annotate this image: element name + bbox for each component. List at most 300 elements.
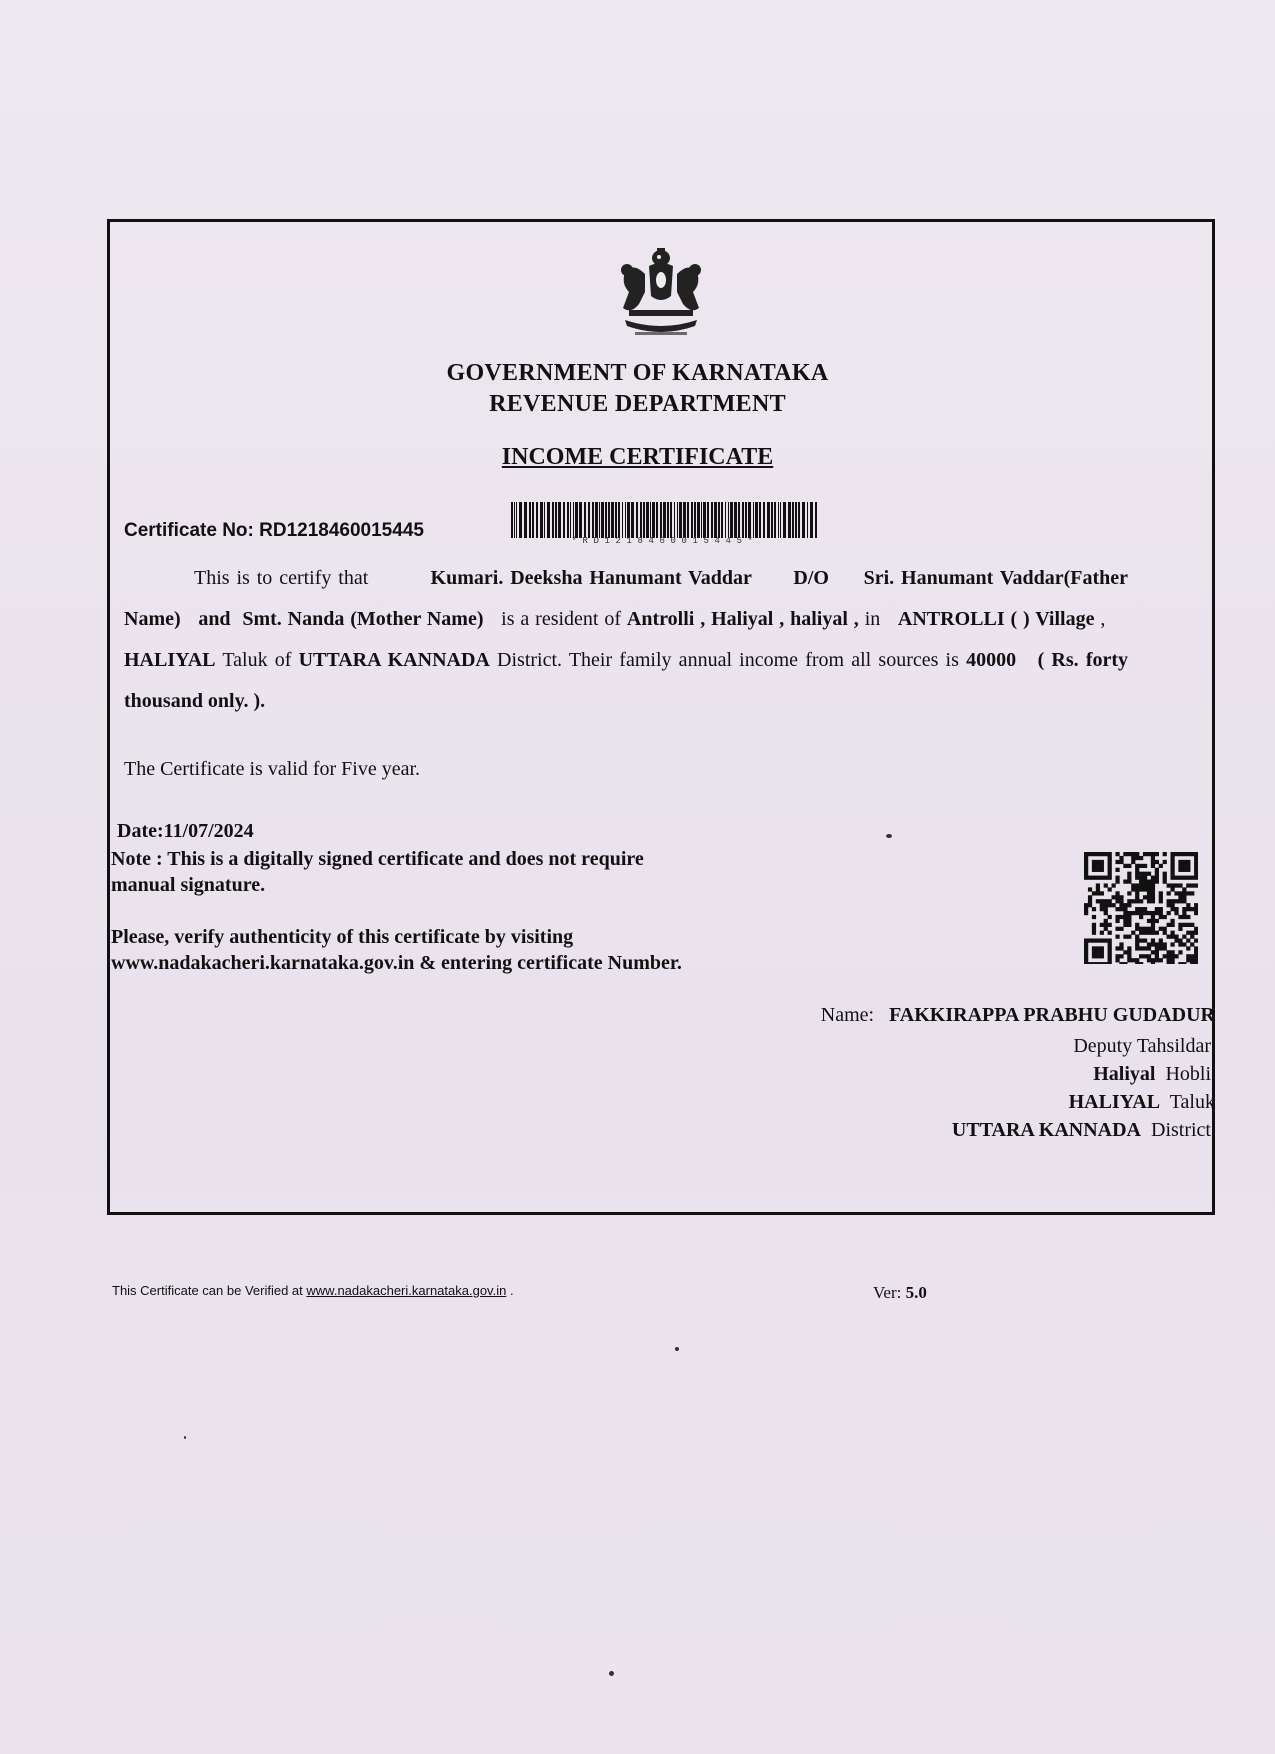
qr-module xyxy=(1092,950,1096,954)
qr-module xyxy=(1190,962,1194,964)
barcode-bar xyxy=(687,502,689,538)
qr-module xyxy=(1092,946,1096,950)
qr-module xyxy=(1155,931,1159,935)
qr-module xyxy=(1147,899,1151,903)
qr-module xyxy=(1186,907,1190,911)
qr-module xyxy=(1108,868,1112,872)
qr-module xyxy=(1182,942,1186,946)
qr-module xyxy=(1151,852,1155,856)
qr-module xyxy=(1186,954,1190,958)
mother-name: Smt. Nanda (Mother Name) xyxy=(242,608,484,630)
qr-module xyxy=(1163,915,1167,919)
qr-module xyxy=(1194,907,1198,911)
barcode-bar xyxy=(656,502,658,538)
qr-module xyxy=(1151,927,1155,931)
qr-module xyxy=(1135,868,1139,872)
qr-module xyxy=(1084,911,1088,915)
barcode-bar xyxy=(783,502,786,538)
qr-module xyxy=(1186,868,1190,872)
barcode-bar xyxy=(738,502,740,538)
qr-module xyxy=(1186,852,1190,856)
qr-module xyxy=(1147,883,1151,887)
qr-module xyxy=(1178,895,1182,899)
barcode-bar xyxy=(595,502,598,538)
qr-module xyxy=(1159,938,1163,942)
qr-module xyxy=(1127,911,1131,915)
qr-module xyxy=(1096,891,1100,895)
qr-module xyxy=(1092,852,1096,856)
qr-module xyxy=(1100,868,1104,872)
qr-module xyxy=(1167,958,1171,962)
barcode-bar xyxy=(792,502,794,538)
qr-module xyxy=(1135,872,1139,876)
qr-module xyxy=(1084,954,1088,958)
qr-module xyxy=(1127,891,1131,895)
qr-module xyxy=(1139,954,1143,958)
qr-module xyxy=(1174,907,1178,911)
footer-version xyxy=(873,1283,927,1303)
qr-module xyxy=(1092,860,1096,864)
qr-module xyxy=(1123,864,1127,868)
qr-module xyxy=(1108,923,1112,927)
qr-module xyxy=(1127,903,1131,907)
qr-module xyxy=(1143,927,1147,931)
qr-module xyxy=(1151,923,1155,927)
qr-module xyxy=(1143,880,1147,884)
qr-module xyxy=(1092,891,1096,895)
qr-module xyxy=(1194,946,1198,950)
barcode-bar xyxy=(615,502,617,538)
qr-module xyxy=(1147,852,1151,856)
barcode-bar xyxy=(767,502,770,538)
qr-module xyxy=(1151,856,1155,860)
qr-module xyxy=(1088,852,1092,856)
qr-module xyxy=(1194,903,1198,907)
qr-module xyxy=(1194,876,1198,880)
qr-module xyxy=(1178,876,1182,880)
barcode-bar xyxy=(745,502,747,538)
barcode-bar xyxy=(778,502,779,538)
qr-module xyxy=(1108,887,1112,891)
qr-module xyxy=(1167,950,1171,954)
qr-module xyxy=(1182,907,1186,911)
qr-module xyxy=(1147,911,1151,915)
qr-module xyxy=(1115,946,1119,950)
qr-module xyxy=(1194,931,1198,935)
qr-module xyxy=(1084,962,1088,964)
qr-module xyxy=(1178,950,1182,954)
signatory-taluk xyxy=(1069,1091,1215,1114)
qr-module xyxy=(1170,962,1174,964)
signatory-name-line xyxy=(821,1004,1215,1027)
qr-module xyxy=(1151,880,1155,884)
barcode-bar xyxy=(753,502,754,538)
qr-module xyxy=(1182,923,1186,927)
barcode-bar xyxy=(536,502,538,538)
qr-module xyxy=(1115,868,1119,872)
qr-module xyxy=(1155,860,1159,864)
qr-module xyxy=(1186,876,1190,880)
qr-module xyxy=(1104,907,1108,911)
qr-module xyxy=(1119,915,1123,919)
qr-module xyxy=(1135,958,1139,962)
qr-module xyxy=(1139,883,1143,887)
qr-module xyxy=(1104,923,1108,927)
qr-module xyxy=(1190,958,1194,962)
qr-module xyxy=(1100,954,1104,958)
qr-module xyxy=(1167,903,1171,907)
qr-module xyxy=(1170,899,1174,903)
qr-module xyxy=(1135,899,1139,903)
qr-module xyxy=(1143,946,1147,950)
qr-module xyxy=(1092,864,1096,868)
barcode-bar xyxy=(707,502,709,538)
qr-module xyxy=(1151,950,1155,954)
footer-verify-link[interactable]: www.nadakacheri.karnataka.gov.in xyxy=(306,1283,507,1298)
qr-module xyxy=(1139,872,1143,876)
barcode-bar xyxy=(544,502,545,538)
qr-module xyxy=(1100,907,1104,911)
qr-module xyxy=(1163,876,1167,880)
qr-module xyxy=(1163,931,1167,935)
qr-module xyxy=(1127,864,1131,868)
qr-module xyxy=(1194,950,1198,954)
qr-module xyxy=(1104,852,1108,856)
qr-module xyxy=(1143,883,1147,887)
qr-module xyxy=(1108,872,1112,876)
qr-module xyxy=(1108,942,1112,946)
qr-module xyxy=(1143,852,1147,856)
qr-module xyxy=(1155,872,1159,876)
government-heading: GOVERNMENT OF KARNATAKA xyxy=(446,360,829,386)
taluk-label: Taluk xyxy=(1169,1091,1215,1113)
qr-module xyxy=(1092,876,1096,880)
qr-module xyxy=(1084,946,1088,950)
barcode-bar xyxy=(802,502,805,538)
qr-module xyxy=(1143,911,1147,915)
qr-module xyxy=(1123,919,1127,923)
barcode-bar xyxy=(780,502,781,538)
qr-module xyxy=(1139,907,1143,911)
district: UTTARA KANNADA xyxy=(298,649,490,671)
barcode-bar xyxy=(643,502,645,538)
qr-module xyxy=(1135,856,1139,860)
qr-module xyxy=(1182,860,1186,864)
barcode-caption: *RD1218460015445* xyxy=(571,536,759,546)
certificate-body: This is to certify that Kumari. Deeksha Hanumant Vaddar D/O Sri. Hanumant Vaddar(Father Name) and Smt. Nanda (Mother Name) is a resident of Antrolli , Haliyal , haliyal , in ANTROLLI ( ) Village , HALIYAL Taluk of UTTARA KANNADA District. Their family annual income from all sources is 40000 ( Rs. forty thousand only. ). xyxy=(124,567,1129,712)
qr-module xyxy=(1194,911,1198,915)
qr-module xyxy=(1131,899,1135,903)
qr-module xyxy=(1163,860,1167,864)
qr-module xyxy=(1115,876,1119,880)
barcode-bar xyxy=(683,502,686,538)
barcode-bar xyxy=(774,502,776,538)
qr-module xyxy=(1178,868,1182,872)
qr-module xyxy=(1131,856,1135,860)
qr-module xyxy=(1143,887,1147,891)
signatory-name: FAKKIRAPPA PRABHU GUDADUR xyxy=(889,1004,1215,1026)
qr-module xyxy=(1127,852,1131,856)
qr-module xyxy=(1151,883,1155,887)
qr-module xyxy=(1104,899,1108,903)
qr-module xyxy=(1131,852,1135,856)
qr-module xyxy=(1084,860,1088,864)
qr-module xyxy=(1131,887,1135,891)
barcode-bar xyxy=(660,502,662,538)
qr-module xyxy=(1127,946,1131,950)
qr-module xyxy=(1112,883,1116,887)
qr-module xyxy=(1178,923,1182,927)
relation: D/O xyxy=(793,567,829,589)
qr-module xyxy=(1088,903,1092,907)
qr-module xyxy=(1178,938,1182,942)
barcode-bar xyxy=(650,502,651,538)
qr-module xyxy=(1123,907,1127,911)
qr-module xyxy=(1182,876,1186,880)
version-number: 5.0 xyxy=(905,1283,927,1302)
qr-module xyxy=(1178,915,1182,919)
qr-module xyxy=(1143,907,1147,911)
qr-module xyxy=(1135,946,1139,950)
qr-module xyxy=(1155,852,1159,856)
qr-module xyxy=(1186,938,1190,942)
qr-module xyxy=(1186,891,1190,895)
qr-module xyxy=(1088,899,1092,903)
qr-module xyxy=(1159,946,1163,950)
qr-module xyxy=(1084,864,1088,868)
qr-module xyxy=(1104,927,1108,931)
qr-module xyxy=(1104,883,1108,887)
barcode-bar xyxy=(573,502,574,538)
qr-module xyxy=(1100,938,1104,942)
qr-module xyxy=(1139,946,1143,950)
qr-module xyxy=(1092,915,1096,919)
father-name: Sri. Hanumant Vaddar(Father Name) xyxy=(124,567,1128,630)
barcode-bar xyxy=(622,502,623,538)
scan-speck xyxy=(184,1436,186,1439)
qr-module xyxy=(1123,915,1127,919)
qr-module xyxy=(1135,962,1139,964)
qr-module xyxy=(1104,876,1108,880)
qr-module xyxy=(1186,903,1190,907)
qr-module xyxy=(1123,911,1127,915)
qr-module xyxy=(1100,923,1104,927)
qr-module xyxy=(1092,954,1096,958)
barcode-bar xyxy=(605,502,607,538)
qr-module xyxy=(1170,907,1174,911)
qr-module xyxy=(1135,887,1139,891)
qr-module xyxy=(1170,954,1174,958)
barcode-bar xyxy=(611,502,614,538)
qr-module xyxy=(1100,946,1104,950)
qr-module xyxy=(1151,887,1155,891)
barcode-bar xyxy=(694,502,696,538)
scan-speck xyxy=(675,1347,679,1351)
qr-module xyxy=(1159,895,1163,899)
barcode-bar xyxy=(625,502,626,538)
qr-module xyxy=(1194,852,1198,856)
barcode-bar xyxy=(703,502,706,538)
qr-module xyxy=(1178,962,1182,964)
qr-module xyxy=(1108,950,1112,954)
barcode-bar xyxy=(714,502,717,538)
qr-module xyxy=(1186,864,1190,868)
hobli-label: Hobli xyxy=(1165,1063,1211,1085)
qr-module xyxy=(1174,852,1178,856)
qr-module xyxy=(1104,938,1108,942)
qr-module xyxy=(1139,899,1143,903)
qr-module xyxy=(1096,899,1100,903)
qr-module xyxy=(1104,903,1108,907)
qr-module xyxy=(1143,931,1147,935)
qr-module xyxy=(1108,856,1112,860)
qr-module xyxy=(1127,872,1131,876)
qr-module xyxy=(1163,872,1167,876)
qr-module xyxy=(1147,880,1151,884)
qr-module xyxy=(1147,872,1151,876)
qr-module xyxy=(1115,895,1119,899)
barcode-bar xyxy=(725,502,726,538)
barcode-bar xyxy=(529,502,531,538)
barcode-bar xyxy=(670,502,672,538)
qr-module xyxy=(1088,895,1092,899)
qr-module xyxy=(1170,860,1174,864)
qr-module xyxy=(1115,899,1119,903)
income-amount: 40000 xyxy=(966,649,1017,671)
verify-instructions: Please, verify authenticity of this certificate by visiting www.nadakacheri.karnataka.gov.in & entering certificate Number. xyxy=(111,926,682,974)
qr-module xyxy=(1123,950,1127,954)
qr-module xyxy=(1194,954,1198,958)
qr-module xyxy=(1147,919,1151,923)
qr-module xyxy=(1119,860,1123,864)
qr-module xyxy=(1147,887,1151,891)
qr-module xyxy=(1104,919,1108,923)
qr-module xyxy=(1170,876,1174,880)
qr-module xyxy=(1151,962,1155,964)
barcode-bar xyxy=(599,502,600,538)
barcode-bar xyxy=(759,502,761,538)
qr-module xyxy=(1147,895,1151,899)
qr-module xyxy=(1174,935,1178,939)
district-text: District. Their family annual income from all sources is xyxy=(497,649,959,671)
barcode-bar xyxy=(742,502,744,538)
qr-module xyxy=(1131,931,1135,935)
qr-module xyxy=(1174,876,1178,880)
qr-module xyxy=(1147,931,1151,935)
district-name: UTTARA KANNADA xyxy=(951,1119,1141,1141)
qr-module xyxy=(1084,856,1088,860)
qr-module xyxy=(1084,942,1088,946)
signatory-name-label: Name: xyxy=(820,1004,875,1026)
resident-text: is a resident of xyxy=(501,608,622,630)
barcode-bar xyxy=(627,502,630,538)
qr-module xyxy=(1190,852,1194,856)
qr-module xyxy=(1143,876,1147,880)
barcode-bar xyxy=(788,502,791,538)
qr-module xyxy=(1115,935,1119,939)
qr-module xyxy=(1155,958,1159,962)
signatory-district xyxy=(952,1119,1211,1142)
qr-module xyxy=(1178,883,1182,887)
qr-module xyxy=(1151,891,1155,895)
qr-module xyxy=(1178,864,1182,868)
address: Antrolli , Haliyal , haliyal , xyxy=(626,608,859,630)
barcode-bar xyxy=(755,502,758,538)
barcode-bar xyxy=(640,502,642,538)
qr-module xyxy=(1135,852,1139,856)
qr-module xyxy=(1178,899,1182,903)
qr-module xyxy=(1174,954,1178,958)
qr-module xyxy=(1170,935,1174,939)
barcode-bar xyxy=(618,502,620,538)
qr-module xyxy=(1100,962,1104,964)
qr-module xyxy=(1178,927,1182,931)
qr-module xyxy=(1108,915,1112,919)
digital-signature-note: Note : This is a digitally signed certificate and does not require manual signature. xyxy=(111,848,644,896)
qr-module xyxy=(1182,852,1186,856)
qr-module xyxy=(1174,883,1178,887)
barcode-bar xyxy=(631,502,634,538)
applicant-name: Kumari. Deeksha Hanumant Vaddar xyxy=(430,567,752,589)
qr-module xyxy=(1115,927,1119,931)
qr-module xyxy=(1135,907,1139,911)
qr-module xyxy=(1174,938,1178,942)
qr-module xyxy=(1170,958,1174,962)
qr-module xyxy=(1100,903,1104,907)
signatory-designation: Deputy Tahsildar xyxy=(1073,1035,1211,1057)
qr-module xyxy=(1127,935,1131,939)
qr-module xyxy=(1084,872,1088,876)
qr-module xyxy=(1127,876,1131,880)
footer-verify-end: . xyxy=(509,1283,514,1298)
qr-module xyxy=(1186,883,1190,887)
footer-verify-line xyxy=(112,1283,514,1298)
barcode-bar xyxy=(663,502,666,538)
qr-module xyxy=(1100,860,1104,864)
qr-module xyxy=(1186,915,1190,919)
barcode-bar xyxy=(558,502,561,538)
qr-module xyxy=(1170,950,1174,954)
qr-module xyxy=(1194,883,1198,887)
qr-module xyxy=(1139,962,1143,964)
barcode-bar xyxy=(608,502,610,538)
barcode-bar xyxy=(701,502,702,538)
qr-module xyxy=(1084,868,1088,872)
qr-module xyxy=(1186,931,1190,935)
validity-text: The Certificate is valid for Five year. xyxy=(124,758,421,780)
qr-module xyxy=(1151,895,1155,899)
barcode-bar xyxy=(679,502,682,538)
barcode-bar xyxy=(674,502,675,538)
barcode-bar xyxy=(691,502,693,538)
qr-module xyxy=(1170,883,1174,887)
barcode-bar xyxy=(555,502,557,538)
qr-module xyxy=(1170,856,1174,860)
barcode-bar xyxy=(810,502,813,538)
qr-module xyxy=(1151,860,1155,864)
qr-module xyxy=(1123,962,1127,964)
qr-module xyxy=(1108,860,1112,864)
qr-module xyxy=(1178,942,1182,946)
qr-module xyxy=(1127,899,1131,903)
qr-module xyxy=(1167,935,1171,939)
qr-module xyxy=(1092,868,1096,872)
barcode-bar xyxy=(795,502,797,538)
qr-module xyxy=(1159,927,1163,931)
qr-module xyxy=(1190,876,1194,880)
qr-module xyxy=(1194,958,1198,962)
qr-module xyxy=(1135,891,1139,895)
